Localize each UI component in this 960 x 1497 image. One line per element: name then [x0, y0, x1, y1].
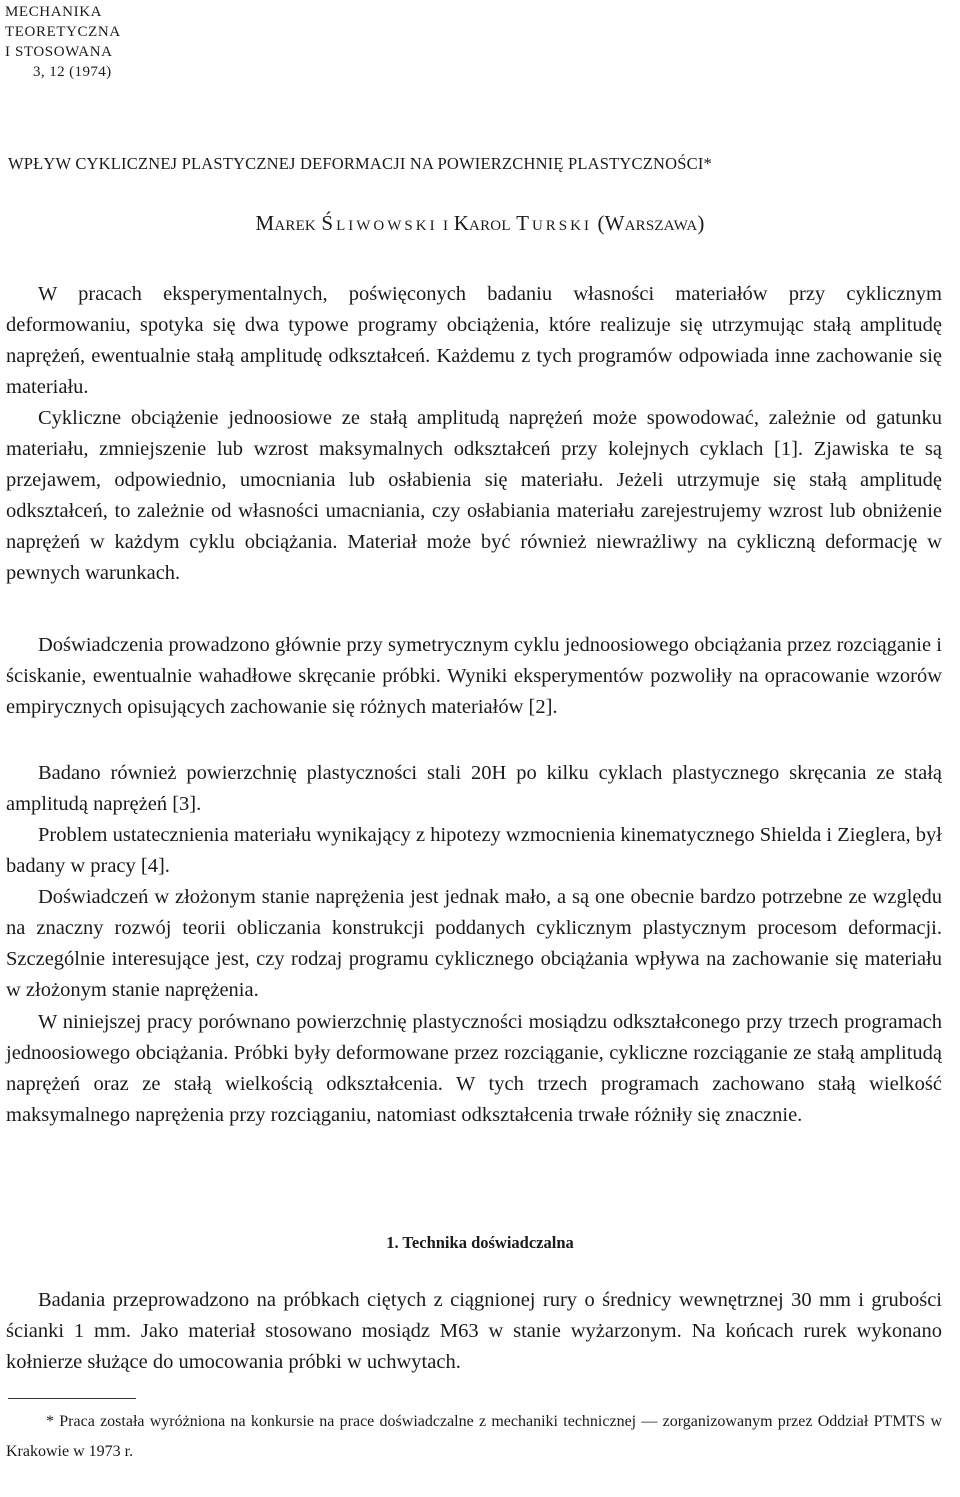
para-7: W niniejszej pracy porównano powierzchnię plastyczności mosiądzu odkształconego przy trzech programach jednoosiowego obciążania. Próbki były deformowane przez rozciąganie, cykliczne rozciąganie ze stałą amplitudą naprężeń oraz ze stałą wielkością odkształcenia. W tych trzech programach zachowano stałą wielkość maksymalnego naprężenia przy rozciąganiu, natomiast odkształcenia trwałe różniły się znacznie. [6, 1011, 942, 1126]
author-2-first-name: Karol [453, 211, 511, 235]
journal-name-line-1: MECHANIKA [5, 4, 103, 20]
para-6: Doświadczeń w złożonym stanie naprężenia jest jednak mało, a są one obecnie bardzo potrzebne ze względu na znaczny rozwój teorii obliczania konstrukcji poddanych cyklicznym plastycznym procesom deformacji. Szczególnie interesujące jest, czy rodzaj programu cyklicznego obciążania wpływa na zachowanie się materiału w złożonym stanie naprężenia. [6, 886, 942, 1001]
journal-name-line-2: TEORETYCZNA [5, 24, 121, 40]
authors-conjunction: i [443, 211, 449, 235]
journal-issue: 3, 12 (1974) [33, 64, 112, 80]
journal-name-line-3: I STOSOWANA [5, 44, 113, 60]
author-1-first-name: Marek [255, 211, 316, 235]
author-affiliation: (Warszawa) [597, 211, 705, 235]
footnote-divider [8, 1398, 136, 1399]
author-2-last-name: Turski [516, 211, 592, 235]
para-8: Badania przeprowadzono na próbkach ciętych z ciągnionej rury o średnicy wewnętrznej 30 mm i grubości ścianki 1 mm. Jako materiał stosowano mosiądz M63 w stanie wyżarzonym. Na końcach rurek wykonano kołnierze służące do umocowania próbki w uchwytach. [6, 1289, 942, 1373]
para-4: Badano również powierzchnię plastyczności stali 20H po kilku cyklach plastycznego skręcania ze stałą amplitudą naprężeń [3]. [6, 762, 942, 815]
para-2: Cykliczne obciążenie jednoosiowe ze stałą amplitudą naprężeń może spowodować, zależnie od gatunku materiału, zmniejszenie lub wzrost maksymalnych odkształceń przy kolejnych cyklach [1]. Zjawiska te są przejawem, odpowiednio, umocniania lub osłabienia się materiału. Jeżeli utrzymuje się stałą amplitudę odkształceń, to zależnie od własności umacniania, czy osłabiania materiału zarejestrujemy wzrost lub obniżenie naprężeń w każdym cyklu obciążania. Materiał może być również niewrażliwy na cykliczną deformację w pewnych warunkach. [6, 407, 942, 584]
journal-header [5, 2, 121, 82]
authors-line [0, 211, 960, 236]
footnote: * Praca została wyróżniona na konkursie na prace doświadczalne z mechaniki technicznej — zorganizowanym przez Oddział PTMTS w Krakowie w 1973 r. [6, 1413, 942, 1460]
paper-title: WPŁYW CYKLICZNEJ PLASTYCZNEJ DEFORMACJI NA POWIERZCHNIĘ PLASTYCZNOŚCI* [8, 154, 712, 173]
section-heading: 1. Technika doświadczalna [386, 1233, 574, 1252]
author-1-last-name: Śliwowski [321, 211, 438, 235]
para-3: Doświadczenia prowadzono głównie przy symetrycznym cyklu jednoosiowego obciążania przez rozciąganie i ściskanie, ewentualnie wahadłowe skręcanie próbki. Wyniki eksperymentów pozwoliły na opracowanie wzorów empirycznych opisujących zachowanie się różnych materiałów [2]. [6, 634, 942, 718]
para-1: W pracach eksperymentalnych, poświęconych badaniu własności materiałów przy cyklicznym deformowaniu, spotyka się dwa typowe programy obciążenia, które realizuje się utrzymując stałą amplitudę naprężeń, ewentualnie stałą amplitudę odkształceń. Każdemu z tych programów odpowiada inne zachowanie się materiału. [6, 283, 942, 398]
para-5: Problem ustatecznienia materiału wynikający z hipotezy wzmocnienia kinematycznego Shielda i Zieglera, był badany w pracy [4]. [6, 824, 942, 877]
